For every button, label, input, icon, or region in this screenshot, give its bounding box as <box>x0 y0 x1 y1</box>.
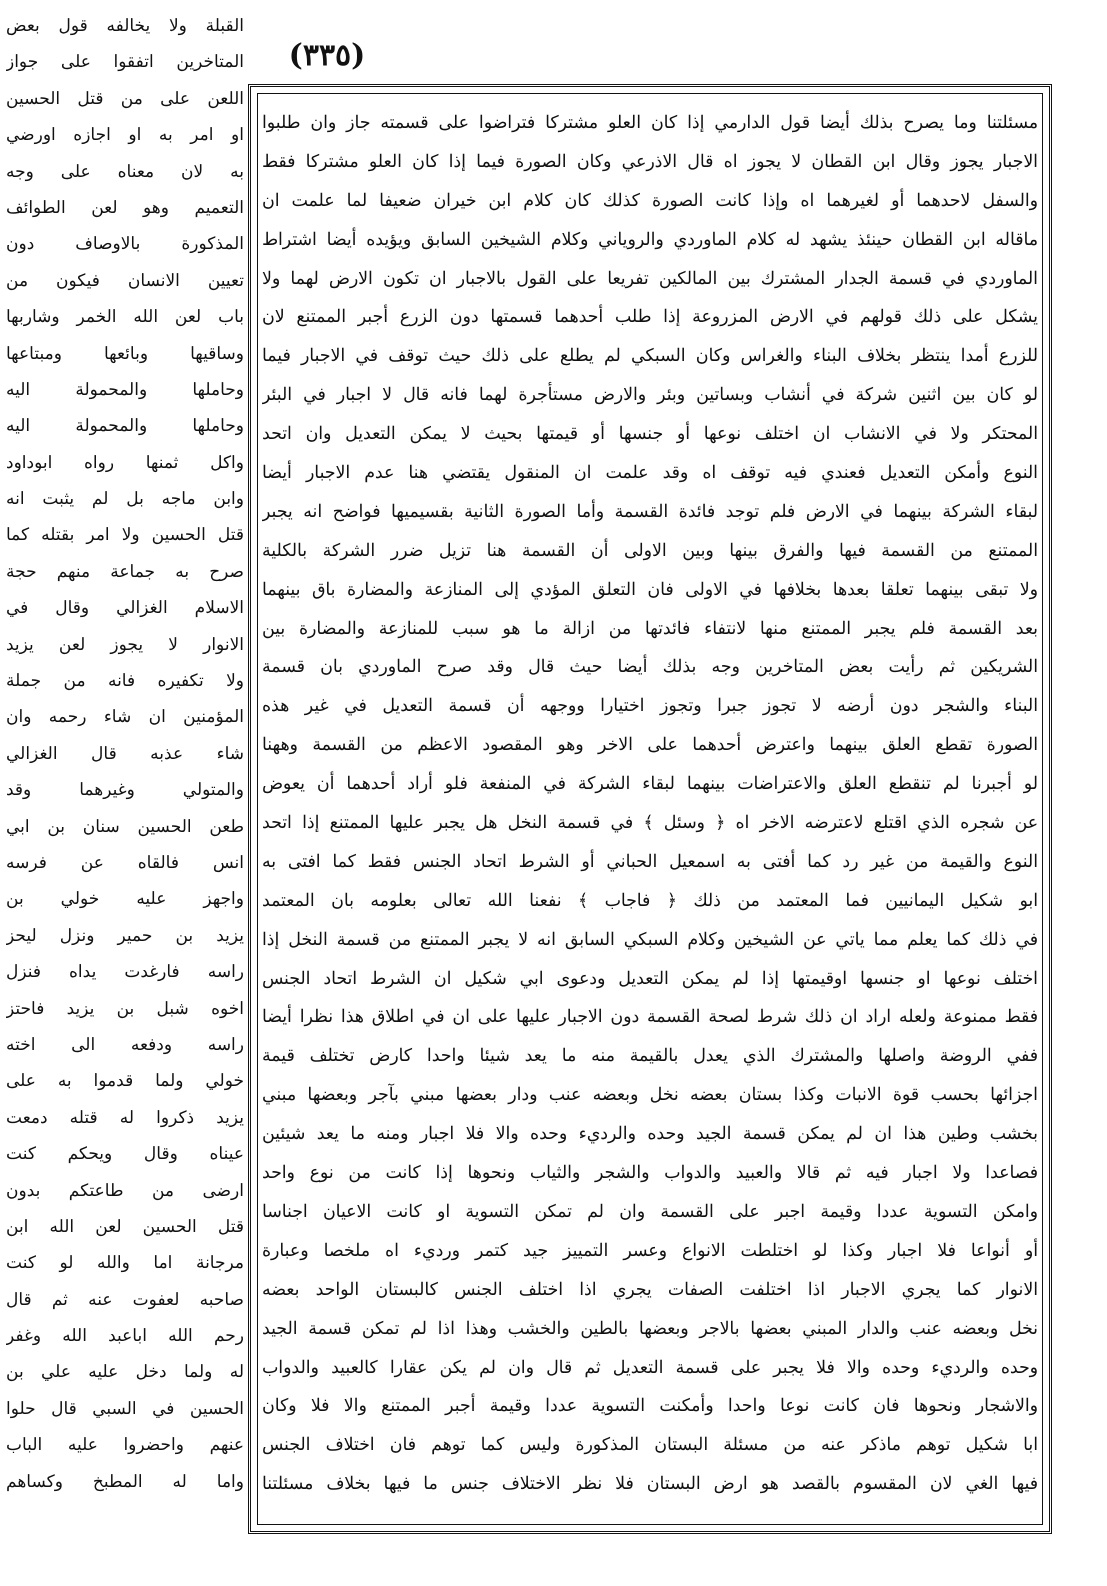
main-text-line: الانوار كما يجري الاجبار اذا اختلفت الصفات يجري اذا اختلف الجنس كالبستان الواحد بعضه <box>262 1279 1038 1300</box>
main-text-line: والسفل لاحدهما أو لغيرهما اه وإذا كانت الصورة كذلك كان كلام ابن خيران ضعيفا لما علمت ان <box>262 190 1038 211</box>
main-text-line: بعد القسمة فلم يجبر الممتنع منها لانتفاء فائدتها من ازالة ما هو سبب للمنازعة والمضارة بين <box>262 618 1038 639</box>
main-text-line: فصاعدا ولا اجبار فيه ثم قالا والعبيد والدواب والشجر والثياب ونحوها إذا كانت من نوع واحد <box>262 1163 1038 1184</box>
margin-text-line: انس فالقاه عن فرسه <box>6 852 244 873</box>
main-text-line: النوع وأمكن التعديل فعندي فيه توقف اه وقد علمت ان المنقول يقتضي هنا عدم الاجبار أيضا <box>262 463 1038 484</box>
margin-text-line: المتاخرين اتفقوا على جواز <box>6 52 244 73</box>
main-text-line: وامكن التسوية عددا وقيمة اجبر على القسمة وان لم تمكن التسوية او كانت الاعيان اجناسا <box>262 1201 1038 1222</box>
margin-text-line: يزيد بن حمير ونزل ليحز <box>6 925 244 946</box>
margin-text-line: عنهم واحضروا عليه الباب <box>6 1435 244 1456</box>
margin-text-line: تعيين الانسان فيكون من <box>6 270 244 291</box>
main-text-line: بخشب وطين هذا ان لم يمكن قسمة الجيد وحده والرديء وحده والا فلا اجبار ومنه ما يعد شيئين <box>262 1124 1038 1145</box>
margin-text-line: واكل ثمنها رواه ابوداود <box>6 452 244 473</box>
margin-text-line: ولا تكفيره فانه من جملة <box>6 671 244 692</box>
margin-text-line: القبلة ولا يخالفه قول بعض <box>6 16 244 36</box>
margin-text-line: الاسلام الغزالي وقال في <box>6 598 244 619</box>
main-text-line: ابو شكيل اليمانيين فما المعتمد من ذلك ﴿ فاجاب ﴾ نفعنا الله تعالى بعلومه بان المعتمد <box>262 890 1038 911</box>
margin-text-line: وحاملها والمحمولة اليه <box>6 379 244 400</box>
margin-text-line: به لان معناه على وجه <box>6 161 244 182</box>
main-text-line: البناء والشجر دون أرضه لا تجوز جبرا وتجوز اختيارا ووجهه أن قسمة التعديل في غير هذه <box>262 696 1038 717</box>
main-text-line: مسئلتنا وما يصرح بذلك أيضا قول الدارمي إذا كان العلو مشتركا فتراضوا على قسمته جاز وان طلبوا <box>262 113 1038 133</box>
margin-text-line: راسه ودفعه الى اخته <box>6 1034 244 1055</box>
margin-text-line: ارضى من طاعتكم بدون <box>6 1180 244 1201</box>
main-text-line: يشكل على ذلك قولهم في الارض المزروعة إذا طلب أحدهما قسمتها دون الزرع أجبر الممتنع لان <box>262 307 1038 328</box>
margin-text-line: طعن الحسين سنان بن ابي <box>6 816 244 837</box>
margin-text-line: التعميم وهو لعن الطوائف <box>6 197 244 218</box>
main-text-line: فقط ممنوعة ولعله اراد ان ذلك شرط لصحة القسمة دون الاجبار عليها على ان في اطلاق هذا نظرا أيضا <box>262 1007 1038 1028</box>
main-text-line: ففي الروضة واصلها والمشترك الذي يعدل بالقيمة منه ما يعد شيئا واحدا كارض تختلف قيمة <box>262 1046 1038 1067</box>
main-text-line: اختلف نوعها او جنسها اوقيمتها إذا لم يمكن التعديل ودعوى ابي شكيل ان الشرط اتحاد الجنس <box>262 968 1038 989</box>
margin-text-line: رحم الله اباعبد الله وغفر <box>6 1326 244 1347</box>
main-text-line: ابا شكيل توهم ماذكر عنه من مسئلة البستان المذكورة وليس كما توهم فان اختلاف الجنس <box>262 1435 1038 1456</box>
margin-text-line: واجهز عليه خولي بن <box>6 889 244 910</box>
main-text-line: لو كان بين اثنين شركة في أنشاب وبساتين وبئر والارض مستأجرة لهما فانه قال لا اجبار في البئر <box>262 385 1038 406</box>
main-text-line: أو أنواعا فلا اجبار وكذا لو اختلطت الانواع وعسر التمييز جيد كتمر ورديء اه ملخصا وعبارة <box>262 1240 1038 1261</box>
margin-text-line: الانوار لا يجوز لعن يزيد <box>6 634 244 655</box>
margin-text-line: وحاملها والمحمولة اليه <box>6 416 244 437</box>
margin-text-line: واما له المطبخ وكساهم <box>6 1471 244 1492</box>
margin-text-line: له ولما دخل عليه علي بن <box>6 1362 244 1383</box>
margin-text-line: شاء عذبه قال الغزالي <box>6 743 244 764</box>
main-text-line: وحده والرديء وحده والا فلا يجبر على قسمة التعديل ثم قال وان لم يكن عقارا كالعبيد والدواب <box>262 1357 1038 1378</box>
margin-text-line: المؤمنين ان شاء رحمه وان <box>6 707 244 728</box>
margin-text-line: خولي ولما قدموا به على <box>6 1071 244 1092</box>
main-text-line: عن شجره الذي اقتلع لاعترضه الاخر اه ﴿ وسئل ﴾ في قسمة النخل هل يجبر عليها الممتنع إذا اتحد <box>262 813 1038 834</box>
margin-text-line: صاحبه لعفوت عنه ثم قال <box>6 1289 244 1310</box>
margin-text-line: راسه فارغدت يداه فنزل <box>6 962 244 983</box>
main-text-line: لو أجبرنا لم تنقطع العلق والاعتراضات بينهما لبقاء الشركة في المنفعة فلو أراد أحدهما أن يعوض <box>262 774 1038 795</box>
margin-commentary-column <box>6 8 244 1500</box>
margin-text-line: باب لعن الله الخمر وشاربها <box>6 307 244 328</box>
margin-text-line: وساقيها وبائعها ومبتاعها <box>6 343 244 364</box>
margin-text-line: مرجانة اما والله لو كنت <box>6 1253 244 1274</box>
main-text-line: الاجبار يجوز وقال ابن القطان لا يجوز اه قال الاذرعي وكان الصورة فيما إذا كان العلو مشتركا فقط <box>262 151 1038 172</box>
margin-text-line: قتل الحسين ولا امر بقتله كما <box>6 525 244 546</box>
main-text-line: النوع والقيمة من غير رد كما أفتى به اسمعيل الحباني أو الشرط اتحاد الجنس فقط كما افتى به <box>262 851 1038 872</box>
main-text-line: اجزائها بحسب قوة الانبات وكذا بستان بعضه نخل وبعضه عنب ودار بعضها مبني بآجر وبعضها مبني <box>262 1085 1038 1106</box>
margin-text-line: او امر به او اجازه اورضي <box>6 125 244 146</box>
main-text-line: الصورة تقطع العلق بينهما واعترض أحدهما على الاخر وهو المقصود الاعظم من القسمة وههنا <box>262 735 1038 756</box>
margin-text-line: قتل الحسين لعن الله ابن <box>6 1216 244 1237</box>
margin-text-line: عيناه وقال ويحكم كنت <box>6 1144 244 1165</box>
main-text-line: الشريكين ثم رأيت بعض المتاخرين وجه بذلك أيضا حيث قال وقد صرح الماوردي بان قسمة <box>262 657 1038 678</box>
main-text-line: في ذلك كما يعلم مما ياتي عن الشيخين وكلام السبكي السابق انه لا يجبر الممتنع من قسمة النخل إذا <box>262 929 1038 950</box>
margin-text-line: والمتولي وغيرهما وقد <box>6 780 244 801</box>
main-text-line: المحتكر ولا في الانشاب ان اختلف نوعها أو جنسها أو قيمتها بحيث لا يمكن التعديل وان اتحد <box>262 424 1038 445</box>
main-text-line: نخل وبعضه عنب والدار المبني بعضها بالاجر وبعضها بالطين والخشب وهذا اذا لم تمكن قسمة الجيد <box>262 1318 1038 1339</box>
main-text-column <box>262 104 1038 1504</box>
margin-text-line: اللعن على من قتل الحسين <box>6 88 244 109</box>
main-text-line: الممتنع من القسمة فيها والفرق بينها وبين الاولى أن القسمة هنا تزيل ضرر الشركة بالكلية <box>262 540 1038 561</box>
main-text-line: لبقاء الشركة بينهما في الارض فلم توجد فائدة القسمة وأما الصورة الثانية بقسيميها فواضح انه يجبر <box>262 501 1038 522</box>
main-text-line: ماقاله ابن القطان حينئذ يشهد له كلام الماوردي والروياني وكلام الشيخين السابق ويؤيده أيضا اشتراط <box>262 229 1038 250</box>
main-text-line: فيها الغي لان المقسوم بالقصد هو ارض البستان فلا نظر الاختلاف جنس ما فيها بخلاف مسئلتنا <box>262 1474 1038 1495</box>
main-text-line: للزرع أمدا ينتظر بخلاف البناء والغراس وكان السبكي لم يطلع على ذلك حيث توقف في الاجبار فيما <box>262 346 1038 367</box>
main-text-line: والاشجار ونحوها فان كانت نوعا واحدا وأمكنت التسوية عددا وقيمة أجبر الممتنع والا فلا وكان <box>262 1396 1038 1417</box>
margin-text-line: المذكورة بالاوصاف دون <box>6 234 244 255</box>
margin-text-line: الحسين في السبي قال حلوا <box>6 1398 244 1419</box>
margin-text-line: وابن ماجه بل لم يثبت انه <box>6 489 244 510</box>
margin-text-line: يزيد ذكروا له قتله دمعت <box>6 1107 244 1128</box>
page-number: (٣٣٥) <box>288 38 366 73</box>
margin-text-line: اخوه شبل بن يزيد فاحتز <box>6 998 244 1019</box>
main-text-line: ولا تبقى بينهما تعلقا بعدها بخلافها في الاولى فان التعلق المؤدي إلى المنازعة والمضارة باق بينهما <box>262 579 1038 600</box>
margin-text-line: صرح به جماعة منهم حجة <box>6 561 244 582</box>
main-text-line: الماوردي في قسمة الجدار المشترك بين المالكين تفريعا على القول بالاجبار ان تكون الارض لهما ولا <box>262 268 1038 289</box>
